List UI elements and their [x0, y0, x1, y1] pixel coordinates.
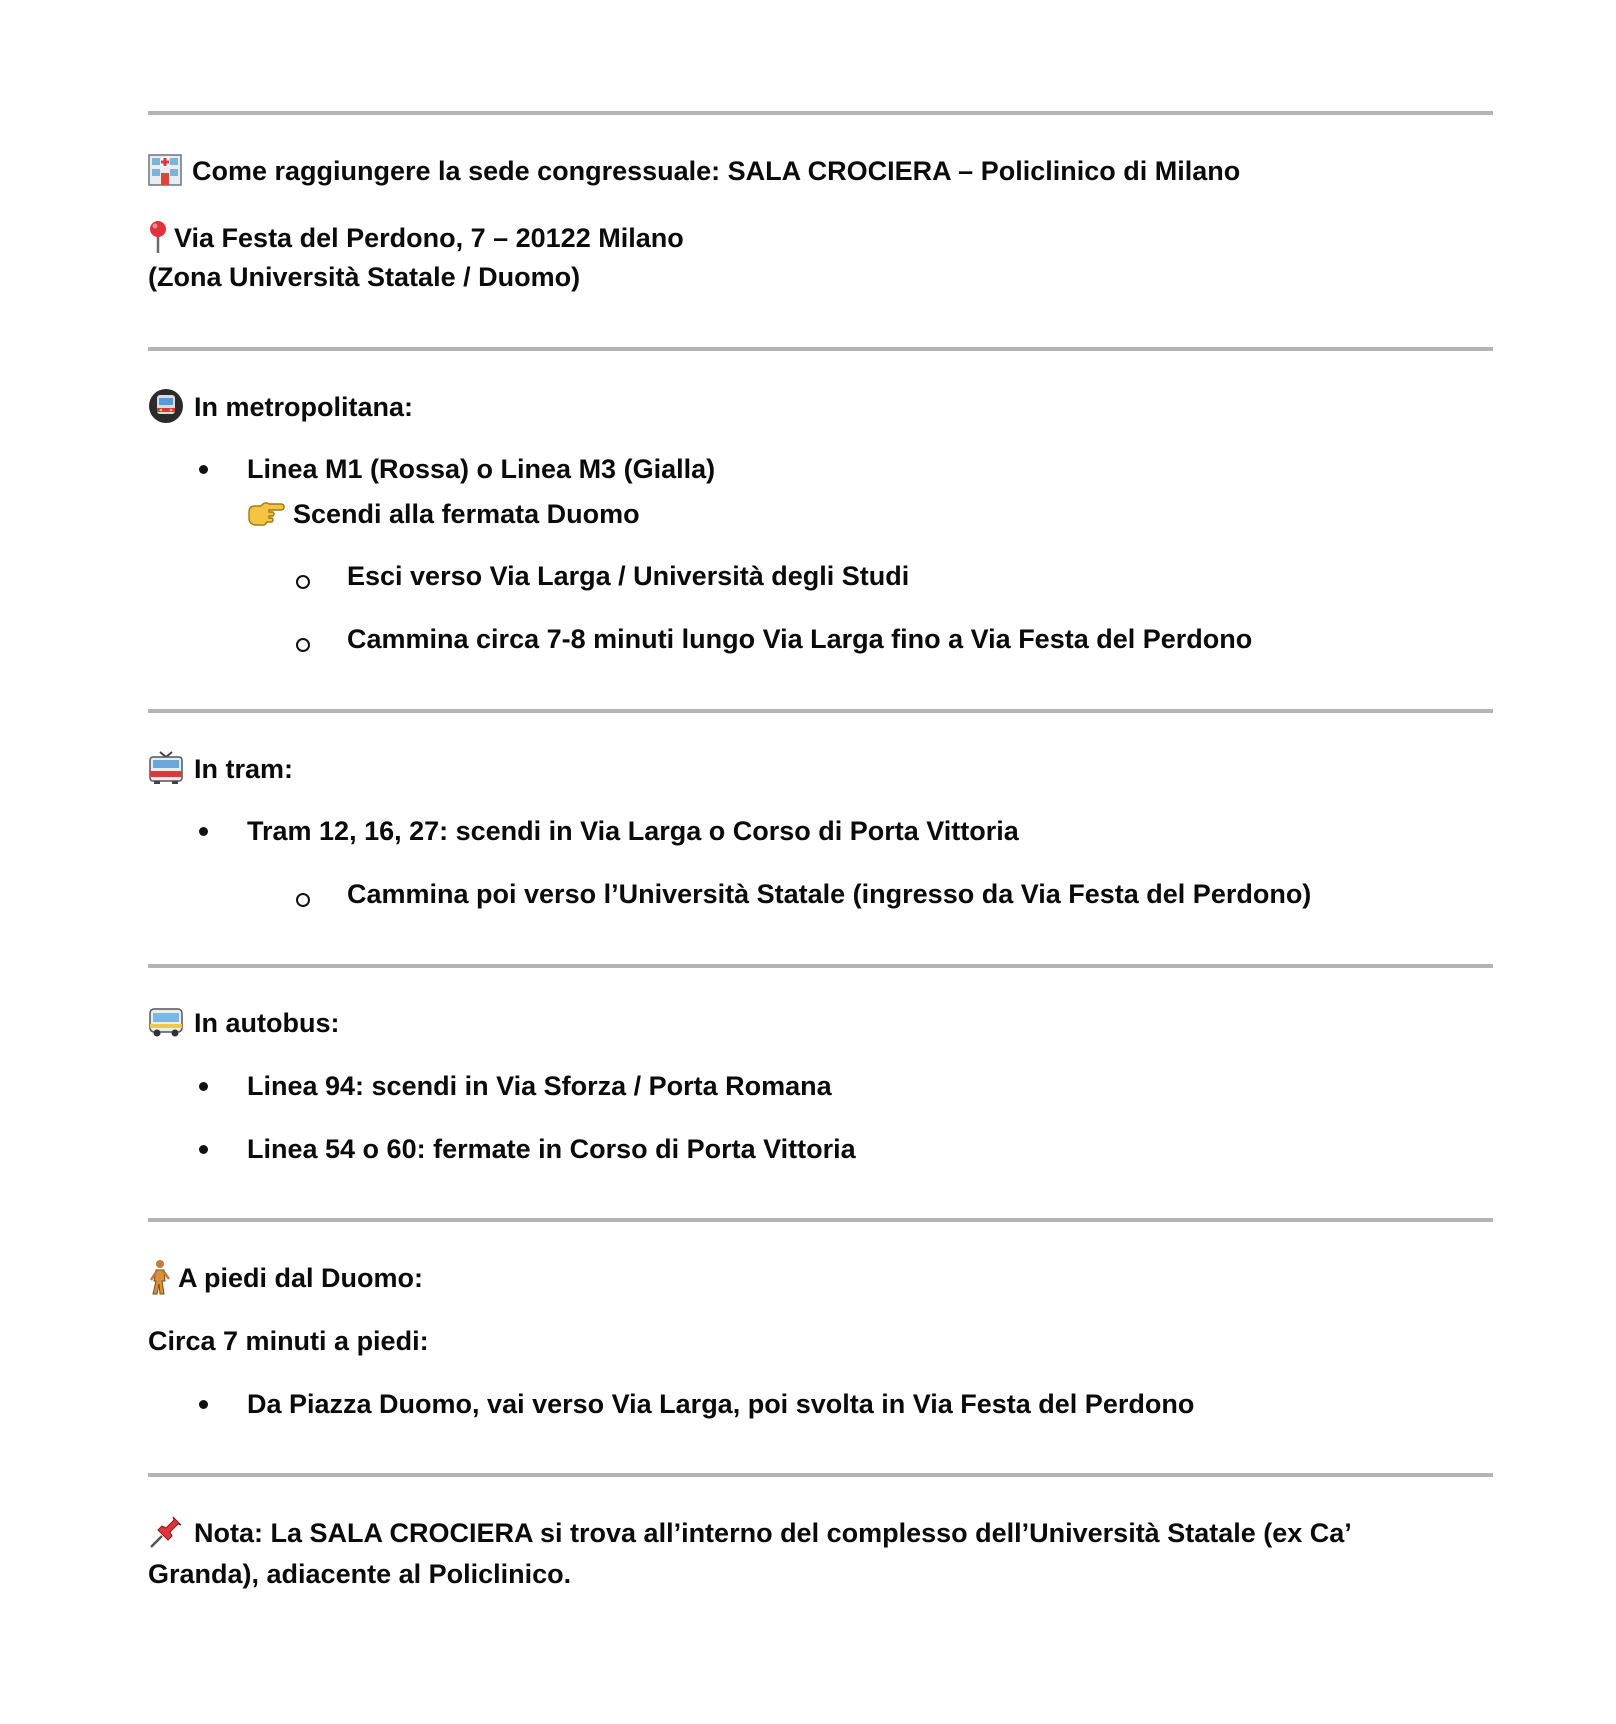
bus-icon [148, 1006, 184, 1038]
tram-car-icon [148, 750, 184, 786]
backhand-index-pointing-right-icon [247, 498, 285, 528]
metro-heading [148, 389, 413, 427]
divider [148, 1218, 1493, 1222]
bullet-circle [296, 893, 310, 907]
tram-heading-text: In tram: [194, 754, 294, 784]
bullet-dot [199, 465, 208, 474]
walk-heading-text: A piedi dal Duomo: [178, 1263, 423, 1293]
title-text: Come raggiungere la sede congressuale: SALA CROCIERA – Policlinico di Milano [192, 156, 1241, 186]
note-text-line1: Nota: La SALA CROCIERA si trova all’interno del complesso dell’Università Statale (ex Ca’ [194, 1518, 1352, 1548]
divider [148, 964, 1493, 968]
zone-line: (Zona Università Statale / Duomo) [148, 262, 581, 292]
metro-heading-text: In metropolitana: [194, 392, 414, 422]
page-title [148, 153, 1240, 190]
note-text-line2: Granda), adiacente al Policlinico. [148, 1559, 572, 1589]
bus-heading [148, 1005, 339, 1041]
bullet-circle [296, 638, 310, 652]
bullet-dot [199, 827, 208, 836]
list-item: Tram 12, 16, 27: scendi in Via Larga o Corso di Porta Vittoria [247, 816, 1019, 846]
bullet-dot [199, 1145, 208, 1154]
person-walking-icon [148, 1259, 172, 1295]
sub-list-item: Cammina poi verso l’Università Statale (ingresso da Via Festa del Perdono) [347, 879, 1312, 909]
list-item: Linea 54 o 60: fermate in Corso di Porta Vittoria [247, 1134, 856, 1164]
divider [148, 111, 1493, 115]
divider [148, 709, 1493, 713]
list-item-subline-text: Scendi alla fermata Duomo [293, 499, 640, 529]
bullet-dot [199, 1400, 208, 1409]
note-line [148, 1515, 1352, 1553]
divider [148, 1473, 1493, 1477]
walk-intro: Circa 7 minuti a piedi: [148, 1326, 429, 1356]
address-text: Via Festa del Perdono, 7 – 20122 Milano [174, 223, 684, 253]
hospital-icon [148, 153, 182, 187]
sub-list-item: Esci verso Via Larga / Università degli Studi [347, 561, 910, 591]
round-pushpin-icon [148, 220, 168, 254]
walk-heading [148, 1260, 423, 1298]
list-item: Linea 94: scendi in Via Sforza / Porta Romana [247, 1071, 832, 1101]
bullet-dot [199, 1082, 208, 1091]
list-item: Linea M1 (Rossa) o Linea M3 (Gialla) [247, 454, 716, 484]
metro-icon [148, 388, 184, 424]
tram-heading [148, 751, 293, 789]
sub-list-item: Cammina circa 7-8 minuti lungo Via Larga fino a Via Festa del Perdono [347, 624, 1253, 654]
bus-heading-text: In autobus: [194, 1008, 340, 1038]
divider [148, 347, 1493, 351]
pushpin-icon [148, 1514, 184, 1550]
bullet-circle [296, 575, 310, 589]
address-line [148, 220, 684, 257]
list-item: Da Piazza Duomo, vai verso Via Larga, poi svolta in Via Festa del Perdono [247, 1389, 1195, 1419]
list-item-subline [247, 496, 640, 532]
